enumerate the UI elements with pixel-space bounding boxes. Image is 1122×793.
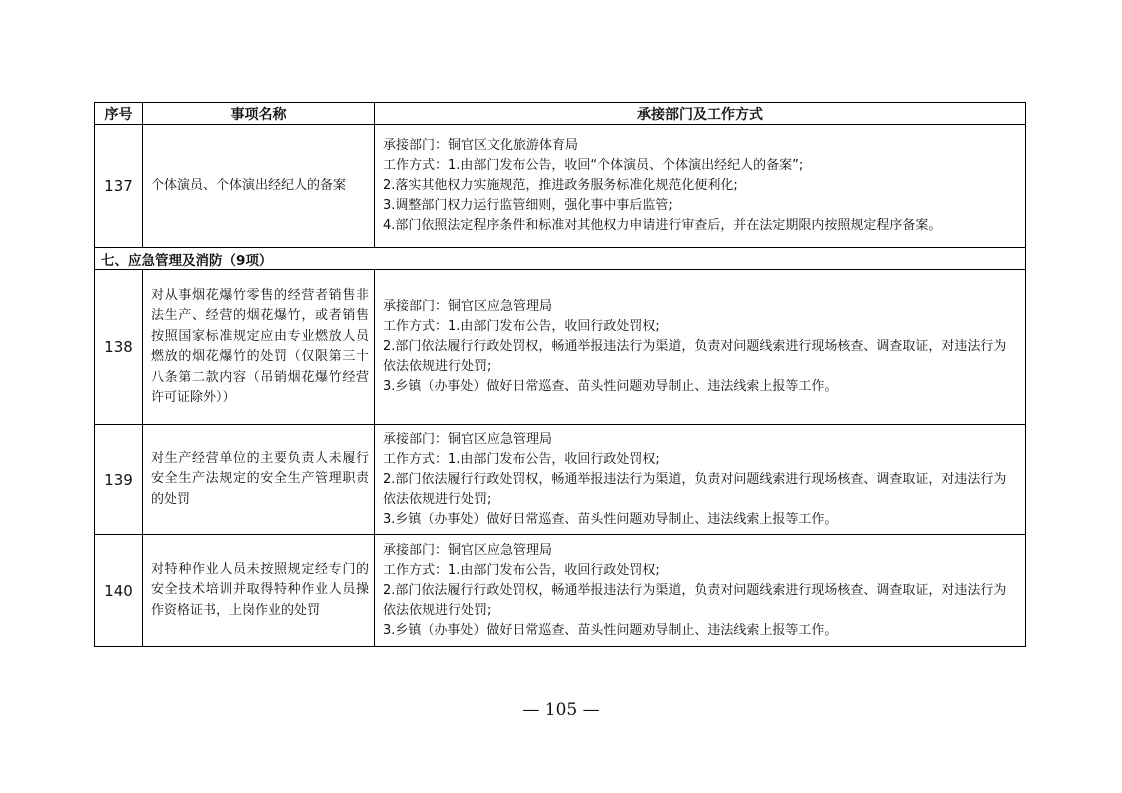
table-row [95,425,1026,535]
section-title: 七、应急管理及消防（9项） [95,248,1026,270]
detail-line: 工作方式：1.由部门发布公告，收回行政处罚权; [383,451,660,467]
items-table [94,102,1026,647]
row-detail [375,270,1026,425]
detail-line: 工作方式：1.由部门发布公告，收回行政处罚权; [383,319,660,334]
row-detail [375,535,1026,647]
header-number: 序号 [95,103,143,125]
detail-line: 2.落实其他权力实施规范，推进政务服务标准化规范化便利化; [383,178,738,193]
row-number: 139 [95,425,143,535]
detail-line: 3.调整部门权力运行监管细则，强化事中事后监管; [383,198,673,213]
detail-line: 4.部门依照法定程序条件和标准对其他权力申请进行审查后，并在法定期限内按照规定程序备案。 [383,218,942,233]
detail-line: 承接部门：铜官区应急管理局 [383,431,553,447]
table-row [95,270,1026,425]
table-row [95,535,1026,647]
detail-line: 3.乡镇（办事处）做好日常巡查、苗头性问题劝导制止、违法线索上报等工作。 [383,379,838,394]
row-number: 137 [95,125,143,248]
detail-line: 2.部门依法履行行政处罚权，畅通举报违法行为渠道，负责对问题线索进行现场核查、调查取证，对违法行为依法依规进行处罚; [383,582,1007,618]
row-detail [375,425,1026,535]
page-number: — 105 — [522,700,600,720]
row-item-name: 个体演员、个体演出经纪人的备案 [143,125,375,248]
header-department-method: 承接部门及工作方式 [375,103,1026,125]
row-number: 138 [95,270,143,425]
detail-line: 工作方式：1.由部门发布公告，收回行政处罚权; [383,562,660,578]
detail-line: 承接部门：铜官区应急管理局 [383,542,553,558]
detail-line: 2.部门依法履行行政处罚权，畅通举报违法行为渠道，负责对问题线索进行现场核查、调查取证，对违法行为依法依规进行处罚; [383,339,1007,374]
detail-line: 承接部门：铜官区文化旅游体育局 [383,138,579,153]
row-number: 140 [95,535,143,647]
detail-line: 工作方式：1.由部门发布公告，收回“个体演员、个体演出经纪人的备案”; [383,158,804,173]
header-item-name: 事项名称 [143,103,375,125]
section-row [95,248,1026,270]
detail-line: 3.乡镇（办事处）做好日常巡查、苗头性问题劝导制止、违法线索上报等工作。 [383,511,838,527]
row-detail [375,125,1026,248]
row-item-name: 对特种作业人员未按照规定经专门的安全技术培训并取得特种作业人员操作资格证书，上岗作业的处罚 [143,535,375,647]
row-item-name: 对从事烟花爆竹零售的经营者销售非法生产、经营的烟花爆竹，或者销售按照国家标准规定应由专业燃放人员燃放的烟花爆竹的处罚（仅限第三十八条第二款内容（吊销烟花爆竹经营许可证除外）） [143,270,375,425]
table-header-row [95,103,1026,125]
table-row [95,125,1026,248]
row-item-name: 对生产经营单位的主要负责人未履行安全生产法规定的安全生产管理职责的处罚 [143,425,375,535]
detail-line: 2.部门依法履行行政处罚权，畅通举报违法行为渠道，负责对问题线索进行现场核查、调查取证，对违法行为依法依规进行处罚; [383,471,1007,507]
detail-line: 承接部门：铜官区应急管理局 [383,299,553,314]
detail-line: 3.乡镇（办事处）做好日常巡查、苗头性问题劝导制止、违法线索上报等工作。 [383,622,838,638]
